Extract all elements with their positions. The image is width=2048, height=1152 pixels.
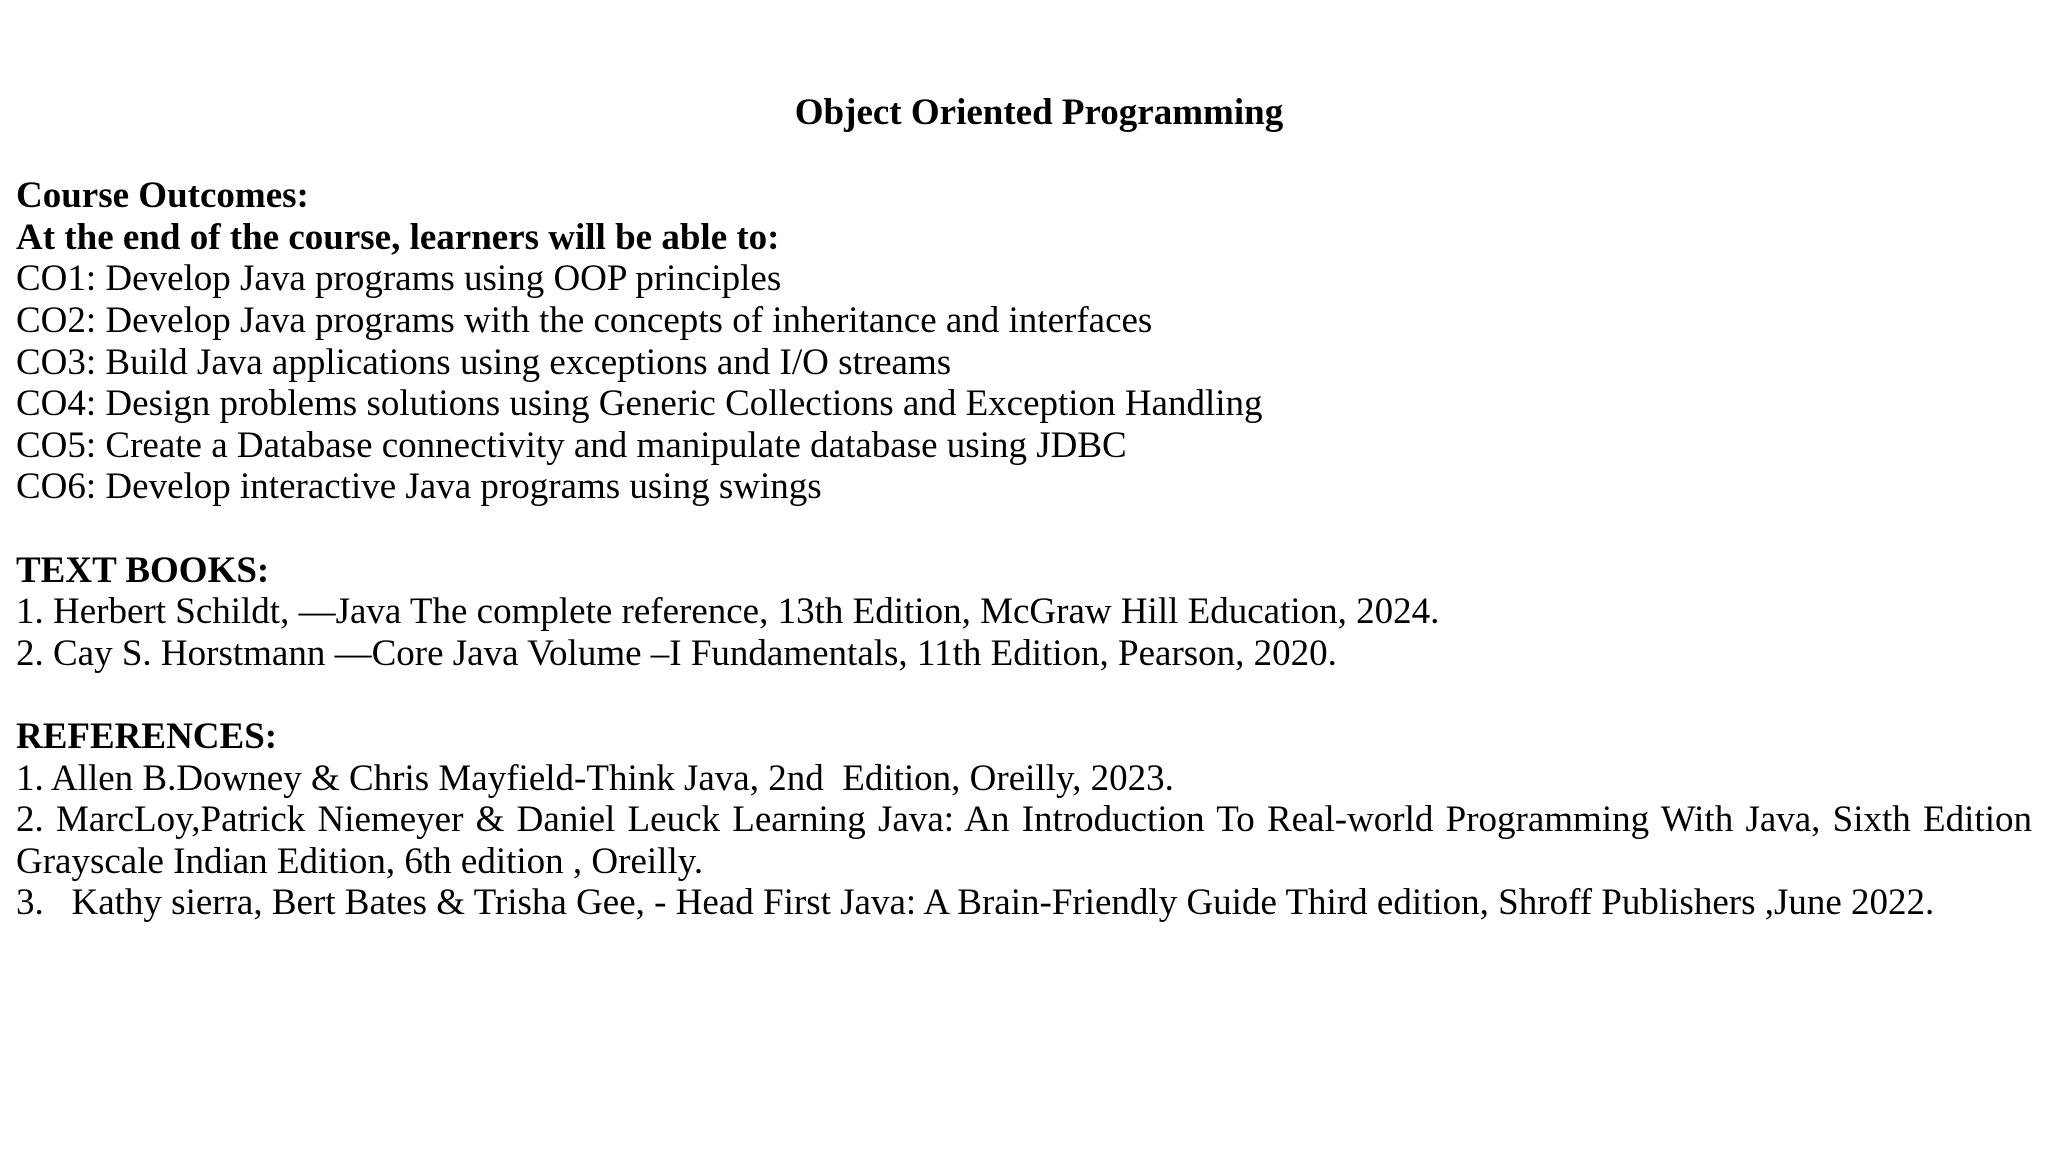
text-book-item: 2. Cay S. Horstmann ―Core Java Volume –I Fundamentals, 11th Edition, Pearson, 2020. [16,632,1337,674]
course-outcomes-section [16,175,2032,508]
reference-item: 2. MarcLoy,Patrick Niemeyer & Daniel Leuck Learning Java: An Introduction To Real-world Programming With Java, Sixth Edition Grayscale Indian Edition, 6th edition , Oreilly. [16,799,2032,882]
course-outcome-item: CO2: Develop Java programs with the concepts of inheritance and interfaces [16,299,1153,341]
reference-item: 3. Kathy sierra, Bert Bates & Trisha Gee, - Head First Java: A Brain-Friendly Guide Third edition, Shroff Publishers ,June 2022. [16,882,1935,924]
course-outcome-item: CO5: Create a Database connectivity and manipulate database using JDBC [16,424,1127,466]
references-heading: REFERENCES: [16,715,278,757]
spacer [16,508,2032,550]
references-section [16,716,2032,924]
syllabus-document [16,92,2032,924]
page-title: Object Oriented Programming [794,92,1284,133]
text-book-item: 1. Herbert Schildt, ―Java The complete reference, 13th Edition, McGraw Hill Education, 2024. [16,591,1440,633]
course-outcome-item: CO6: Develop interactive Java programs using swings [16,466,822,508]
course-outcome-item: CO3: Build Java applications using exceptions and I/O streams [16,341,952,383]
text-books-section [16,550,2032,675]
course-outcomes-heading: Course Outcomes: [16,175,309,217]
course-outcome-item: CO4: Design problems solutions using Generic Collections and Exception Handling [16,383,1263,425]
course-outcomes-intro: At the end of the course, learners will be able to: [16,216,780,258]
spacer [16,674,2032,716]
spacer [16,134,2032,176]
reference-item: 1. Allen B.Downey & Chris Mayfield-Think Java, 2nd Edition, Oreilly, 2023. [16,757,1174,799]
text-books-heading: TEXT BOOKS: [16,549,270,591]
course-outcome-item: CO1: Develop Java programs using OOP principles [16,258,782,300]
